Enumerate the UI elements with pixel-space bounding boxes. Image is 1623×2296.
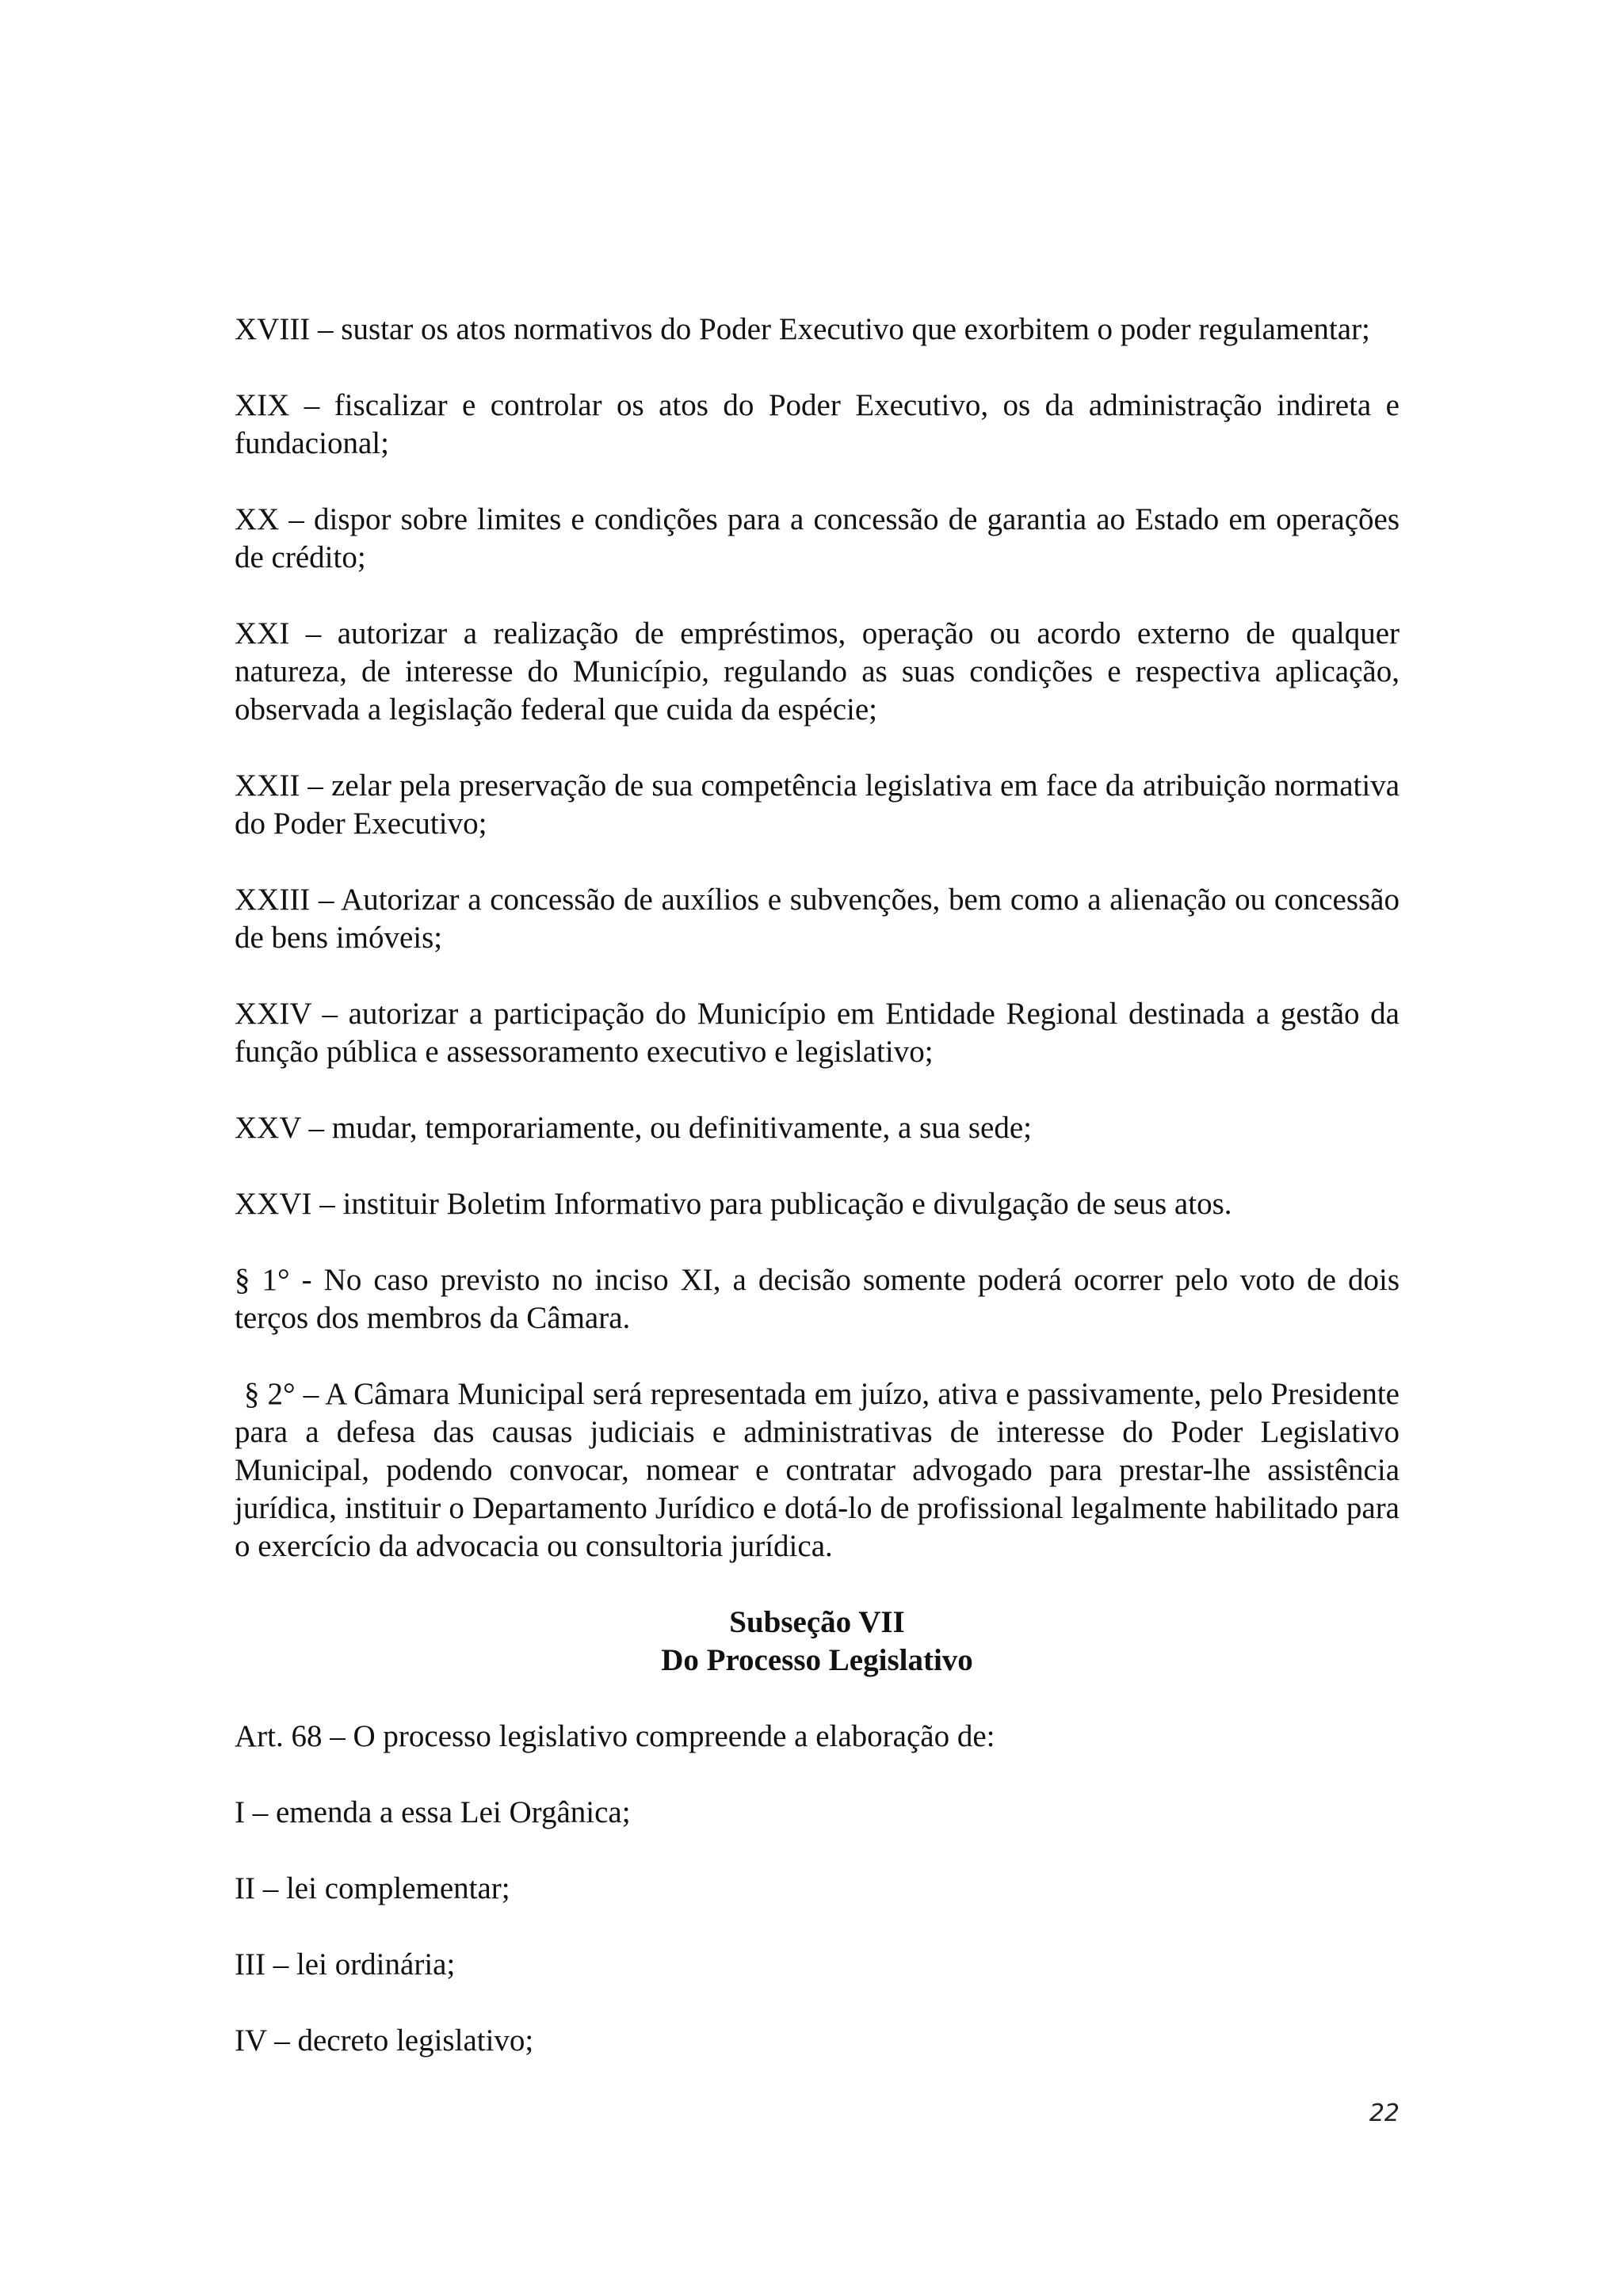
page-number: 22 (1369, 2100, 1400, 2127)
inciso-xxi: XXI – autorizar a realização de empréstimos, operação ou acordo externo de qualquer natureza, de interesse do Município, regulando as suas condições e respectiva aplicação, observada a legislação federal que cuida da espécie; (235, 616, 1400, 727)
inciso-xxiv: XXIV – autorizar a participação do Município em Entidade Regional destinada a gestão da função pública e assessoramento executivo e legislativo; (235, 997, 1400, 1069)
item-iv: IV – decreto legislativo; (235, 2023, 534, 2058)
item-i: I – emenda a essa Lei Orgânica; (235, 1795, 631, 1829)
inciso-xxiii: XXIII – Autorizar a concessão de auxílios e subvenções, bem como a alienação ou concessão de bens imóveis; (235, 883, 1400, 955)
inciso-xix: XIX – fiscalizar e controlar os atos do Poder Executivo, os da administração indireta e fundacional; (235, 388, 1400, 460)
paragraph-2: § 2° – A Câmara Municipal será representada em juízo, ativa e passivamente, pelo Presidente para a defesa das causas judiciais e administrativas de interesse do Poder Legislativo Municipal, podendo convocar, nomear e contratar advogado para prestar-lhe assistência jurídica, instituir o Departamento Jurídico e dotá-lo de profissional legalmente habilitado para o exercício da advocacia ou consultoria jurídica. (235, 1377, 1400, 1563)
inciso-xviii: XVIII – sustar os atos normativos do Poder Executivo que exorbitem o poder regulamentar; (235, 312, 1370, 346)
inciso-xxii: XXII – zelar pela preservação de sua competência legislativa em face da atribuição normativa do Poder Executivo; (235, 769, 1400, 841)
item-iii: III – lei ordinária; (235, 1947, 456, 1981)
paragraph-1: § 1° - No caso previsto no inciso XI, a decisão somente poderá ocorrer pelo voto de dois terços dos membros da Câmara. (235, 1263, 1400, 1335)
item-ii: II – lei complementar; (235, 1871, 510, 1905)
section-heading-title: Do Processo Legislativo (661, 1643, 973, 1677)
document-body (235, 311, 1400, 2098)
section-heading-number: Subseção VII (729, 1605, 905, 1639)
section-heading (235, 1604, 1400, 1680)
article-68: Art. 68 – O processo legislativo compreende a elaboração de: (235, 1719, 995, 1753)
inciso-xxv: XXV – mudar, temporariamente, ou definitivamente, a sua sede; (235, 1111, 1032, 1145)
inciso-xx: XX – dispor sobre limites e condições para a concessão de garantia ao Estado em operações de crédito; (235, 502, 1400, 574)
inciso-xxvi: XXVI – instituir Boletim Informativo para publicação e divulgação de seus atos. (235, 1187, 1232, 1221)
